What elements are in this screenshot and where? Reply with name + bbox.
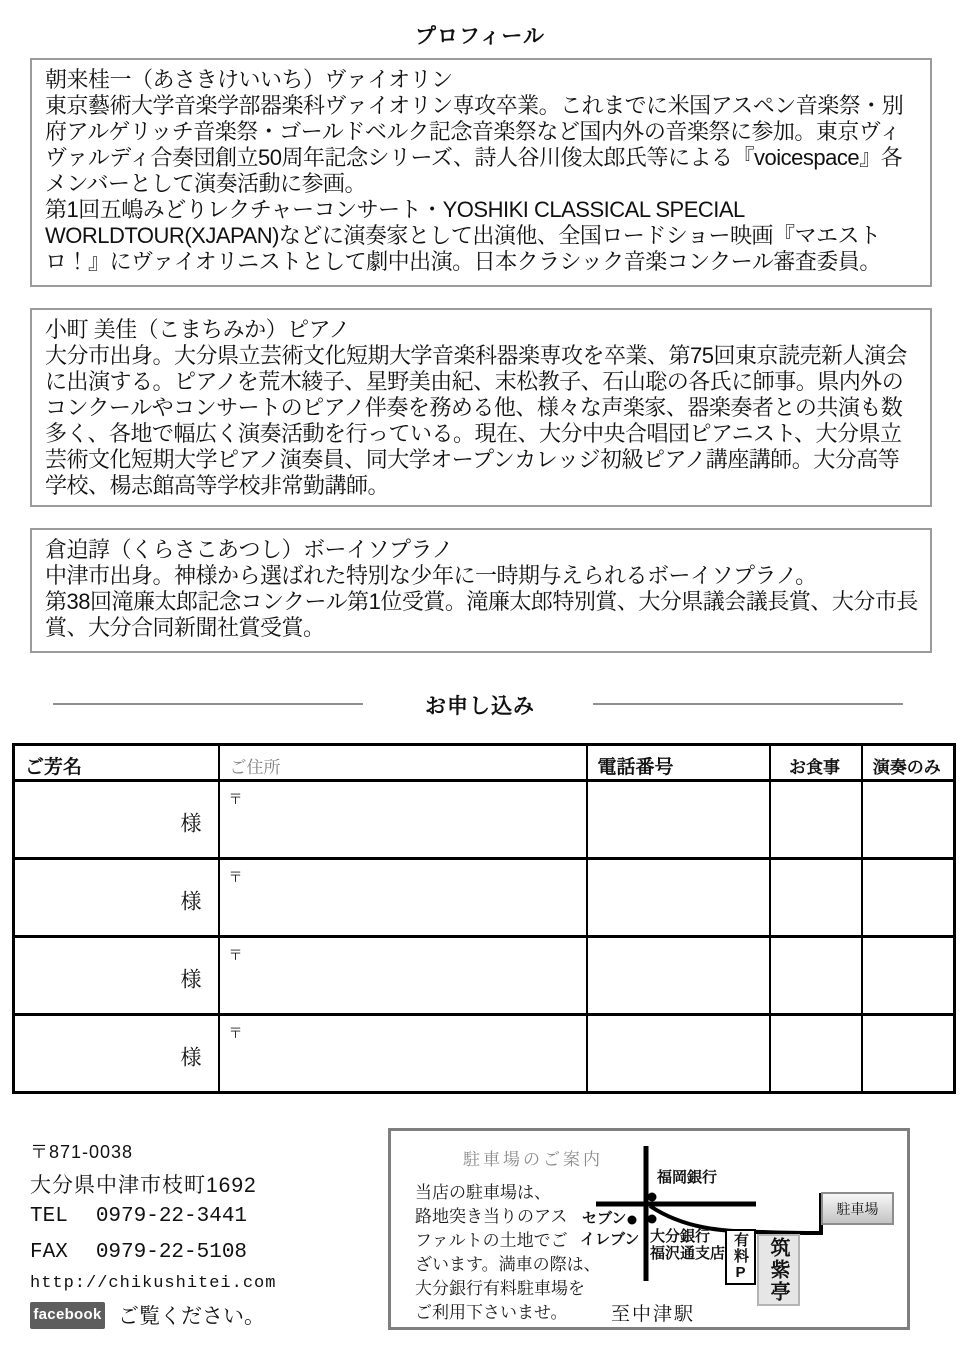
fukuoka-bank-dot xyxy=(648,1193,657,1202)
table-row xyxy=(14,859,955,937)
address-input-cell[interactable] xyxy=(219,859,587,937)
table-row xyxy=(14,781,955,859)
phone-input-cell[interactable] xyxy=(587,781,770,859)
paid-parking-box: 有料P xyxy=(725,1229,756,1285)
honorific-label: 様 xyxy=(180,967,202,991)
meal-option-cell[interactable] xyxy=(770,1015,862,1093)
tel-label: TEL xyxy=(30,1205,68,1228)
postal-code: 〒871-0038 xyxy=(30,1142,134,1162)
meal-option-cell[interactable] xyxy=(770,781,862,859)
performer-bio-paragraph: 中津市出身。神様から選ばれた特別な少年に一時期与えられるボーイソプラノ。 xyxy=(45,563,817,588)
map-title: 駐車場のご案内 xyxy=(463,1150,603,1169)
apply-section-heading xyxy=(0,690,960,718)
table-row xyxy=(14,1015,955,1093)
to-station-label: 至中津駅 xyxy=(611,1304,696,1325)
oita-bank-branch-label: 福沢通支店 xyxy=(650,1245,726,1262)
tel-line xyxy=(30,1205,247,1228)
postal-mark: 〒 xyxy=(228,947,243,963)
column-header: ご芳名 xyxy=(14,745,219,781)
profile-box-2 xyxy=(30,308,932,507)
postal-mark: 〒 xyxy=(228,791,243,807)
performer-bio-paragraph: 第38回滝廉太郎記念コンクール第1位受賞。滝廉太郎特別賞、大分県議会議長賞、大分市長賞、大分合同新聞社賞受賞。 xyxy=(45,589,918,640)
fax-line xyxy=(30,1241,247,1264)
apply-title: お申し込み xyxy=(425,695,535,718)
website-url: http://chikushitei.com xyxy=(30,1274,277,1293)
performance-only-cell[interactable] xyxy=(862,859,955,937)
name-input-cell[interactable] xyxy=(14,1015,219,1093)
map-description xyxy=(415,1181,601,1325)
parking-map-box xyxy=(388,1128,910,1330)
map-description-line: ファルトの土地でご xyxy=(415,1231,568,1250)
performer-name: 小町 美佳（こまちみか）ピアノ xyxy=(45,317,350,342)
eleven-label: イレブン xyxy=(580,1231,640,1248)
column-header: 演奏のみ xyxy=(862,745,955,781)
address: 大分県中津市枝町1692 xyxy=(30,1174,257,1197)
oita-bank-dot xyxy=(648,1215,657,1224)
profile-box-1 xyxy=(30,58,932,287)
tel-number: 0979-22-3441 xyxy=(95,1205,248,1228)
address-input-cell[interactable] xyxy=(219,1015,587,1093)
column-header: 電話番号 xyxy=(587,745,770,781)
map-description-line: 路地突き当りのアス xyxy=(415,1207,568,1226)
phone-input-cell[interactable] xyxy=(587,937,770,1015)
meal-option-cell[interactable] xyxy=(770,937,862,1015)
facebook-row xyxy=(30,1300,265,1330)
performance-only-cell[interactable] xyxy=(862,937,955,1015)
honorific-label: 様 xyxy=(180,811,202,835)
facebook-note: ご覧ください。 xyxy=(118,1305,265,1328)
parking-lot-box: 駐車場 xyxy=(821,1192,894,1225)
phone-input-cell[interactable] xyxy=(587,1015,770,1093)
honorific-label: 様 xyxy=(180,889,202,913)
road-curve-to-parking xyxy=(650,1193,821,1233)
seven-label: セブン xyxy=(582,1210,627,1227)
page-title: プロフィール xyxy=(415,25,545,48)
performer-name: 朝来桂一（あさきけいいち）ヴァイオリン xyxy=(45,67,453,92)
heading-rule-right xyxy=(593,703,903,705)
fax-number: 0979-22-5108 xyxy=(95,1241,248,1264)
table-header-row xyxy=(14,745,955,781)
postal-mark: 〒 xyxy=(228,869,243,885)
profile-box-3 xyxy=(30,528,932,653)
seven-eleven-dot xyxy=(628,1216,637,1225)
performance-only-cell[interactable] xyxy=(862,781,955,859)
address-input-cell[interactable] xyxy=(219,937,587,1015)
chikushitei-building-box: 筑紫亭 xyxy=(757,1234,800,1306)
name-input-cell[interactable] xyxy=(14,859,219,937)
map-description-line: ざいます。満車の際は、 xyxy=(415,1255,601,1274)
performer-bio-paragraph: 第1回五嶋みどりレクチャーコンサート・YOSHIKI CLASSICAL SPECIAL WORLDTOUR(XJAPAN)などに演奏家として出演他、全国ロードショー映画『マエストロ！』にヴァイオリニストとして劇中出演。日本クラシック音楽コンクール審査委員。 xyxy=(45,197,881,274)
map-description-line: 当店の駐車場は、 xyxy=(415,1183,551,1202)
performer-name: 倉迫諄（くらさこあつし）ボーイソプラノ xyxy=(45,537,453,562)
honorific-label: 様 xyxy=(180,1045,202,1069)
column-header: お食事 xyxy=(770,745,862,781)
phone-input-cell[interactable] xyxy=(587,859,770,937)
fax-label: FAX xyxy=(30,1241,68,1264)
fukuoka-bank-label: 福岡銀行 xyxy=(657,1169,718,1186)
application-table xyxy=(12,743,956,1094)
column-header: ご住所 xyxy=(219,745,587,781)
performer-bio-paragraph: 大分市出身。大分県立芸術文化短期大学音楽科器楽専攻を卒業、第75回東京読売新人演会に出演する。ピアノを荒木綾子、星野美由紀、末松教子、石山聡の各氏に師事。県内外のコンクールやコンサートのピアノ伴奏を務める他、様々な声楽家、器楽奏者との共演も数多く、各地で幅広く演奏活動を行っている。現在、大分中央合唱団ピアニスト、大分県立芸術文化短期大学ピアノ演奏員、同大学オープンカレッジ初級ピアノ講座講師。大分高等学校、楊志館高等学校非常勤講師。 xyxy=(45,343,907,498)
postal-mark: 〒 xyxy=(228,1025,243,1041)
facebook-logo-badge: facebook xyxy=(30,1302,105,1329)
name-input-cell[interactable] xyxy=(14,781,219,859)
meal-option-cell[interactable] xyxy=(770,859,862,937)
name-input-cell[interactable] xyxy=(14,937,219,1015)
table-row xyxy=(14,937,955,1015)
performer-bio-paragraph: 東京藝術大学音楽学部器楽科ヴァイオリン専攻卒業。これまでに米国アスペン音楽祭・別府アルゲリッチ音楽祭・ゴールドベルク記念音楽祭など国内外の音楽祭に参加。東京ヴィヴァルディ合奏団創立50周年記念シリーズ、詩人谷川俊太郎氏等による『voicespace』各メンバーとして演奏活動に参画。 xyxy=(45,93,904,196)
performance-only-cell[interactable] xyxy=(862,1015,955,1093)
oita-bank-label: 大分銀行 xyxy=(650,1228,711,1245)
address-input-cell[interactable] xyxy=(219,781,587,859)
map-description-line: ご利用下さいませ。 xyxy=(415,1303,568,1322)
map-description-line: 大分銀行有料駐車場を xyxy=(415,1279,585,1298)
